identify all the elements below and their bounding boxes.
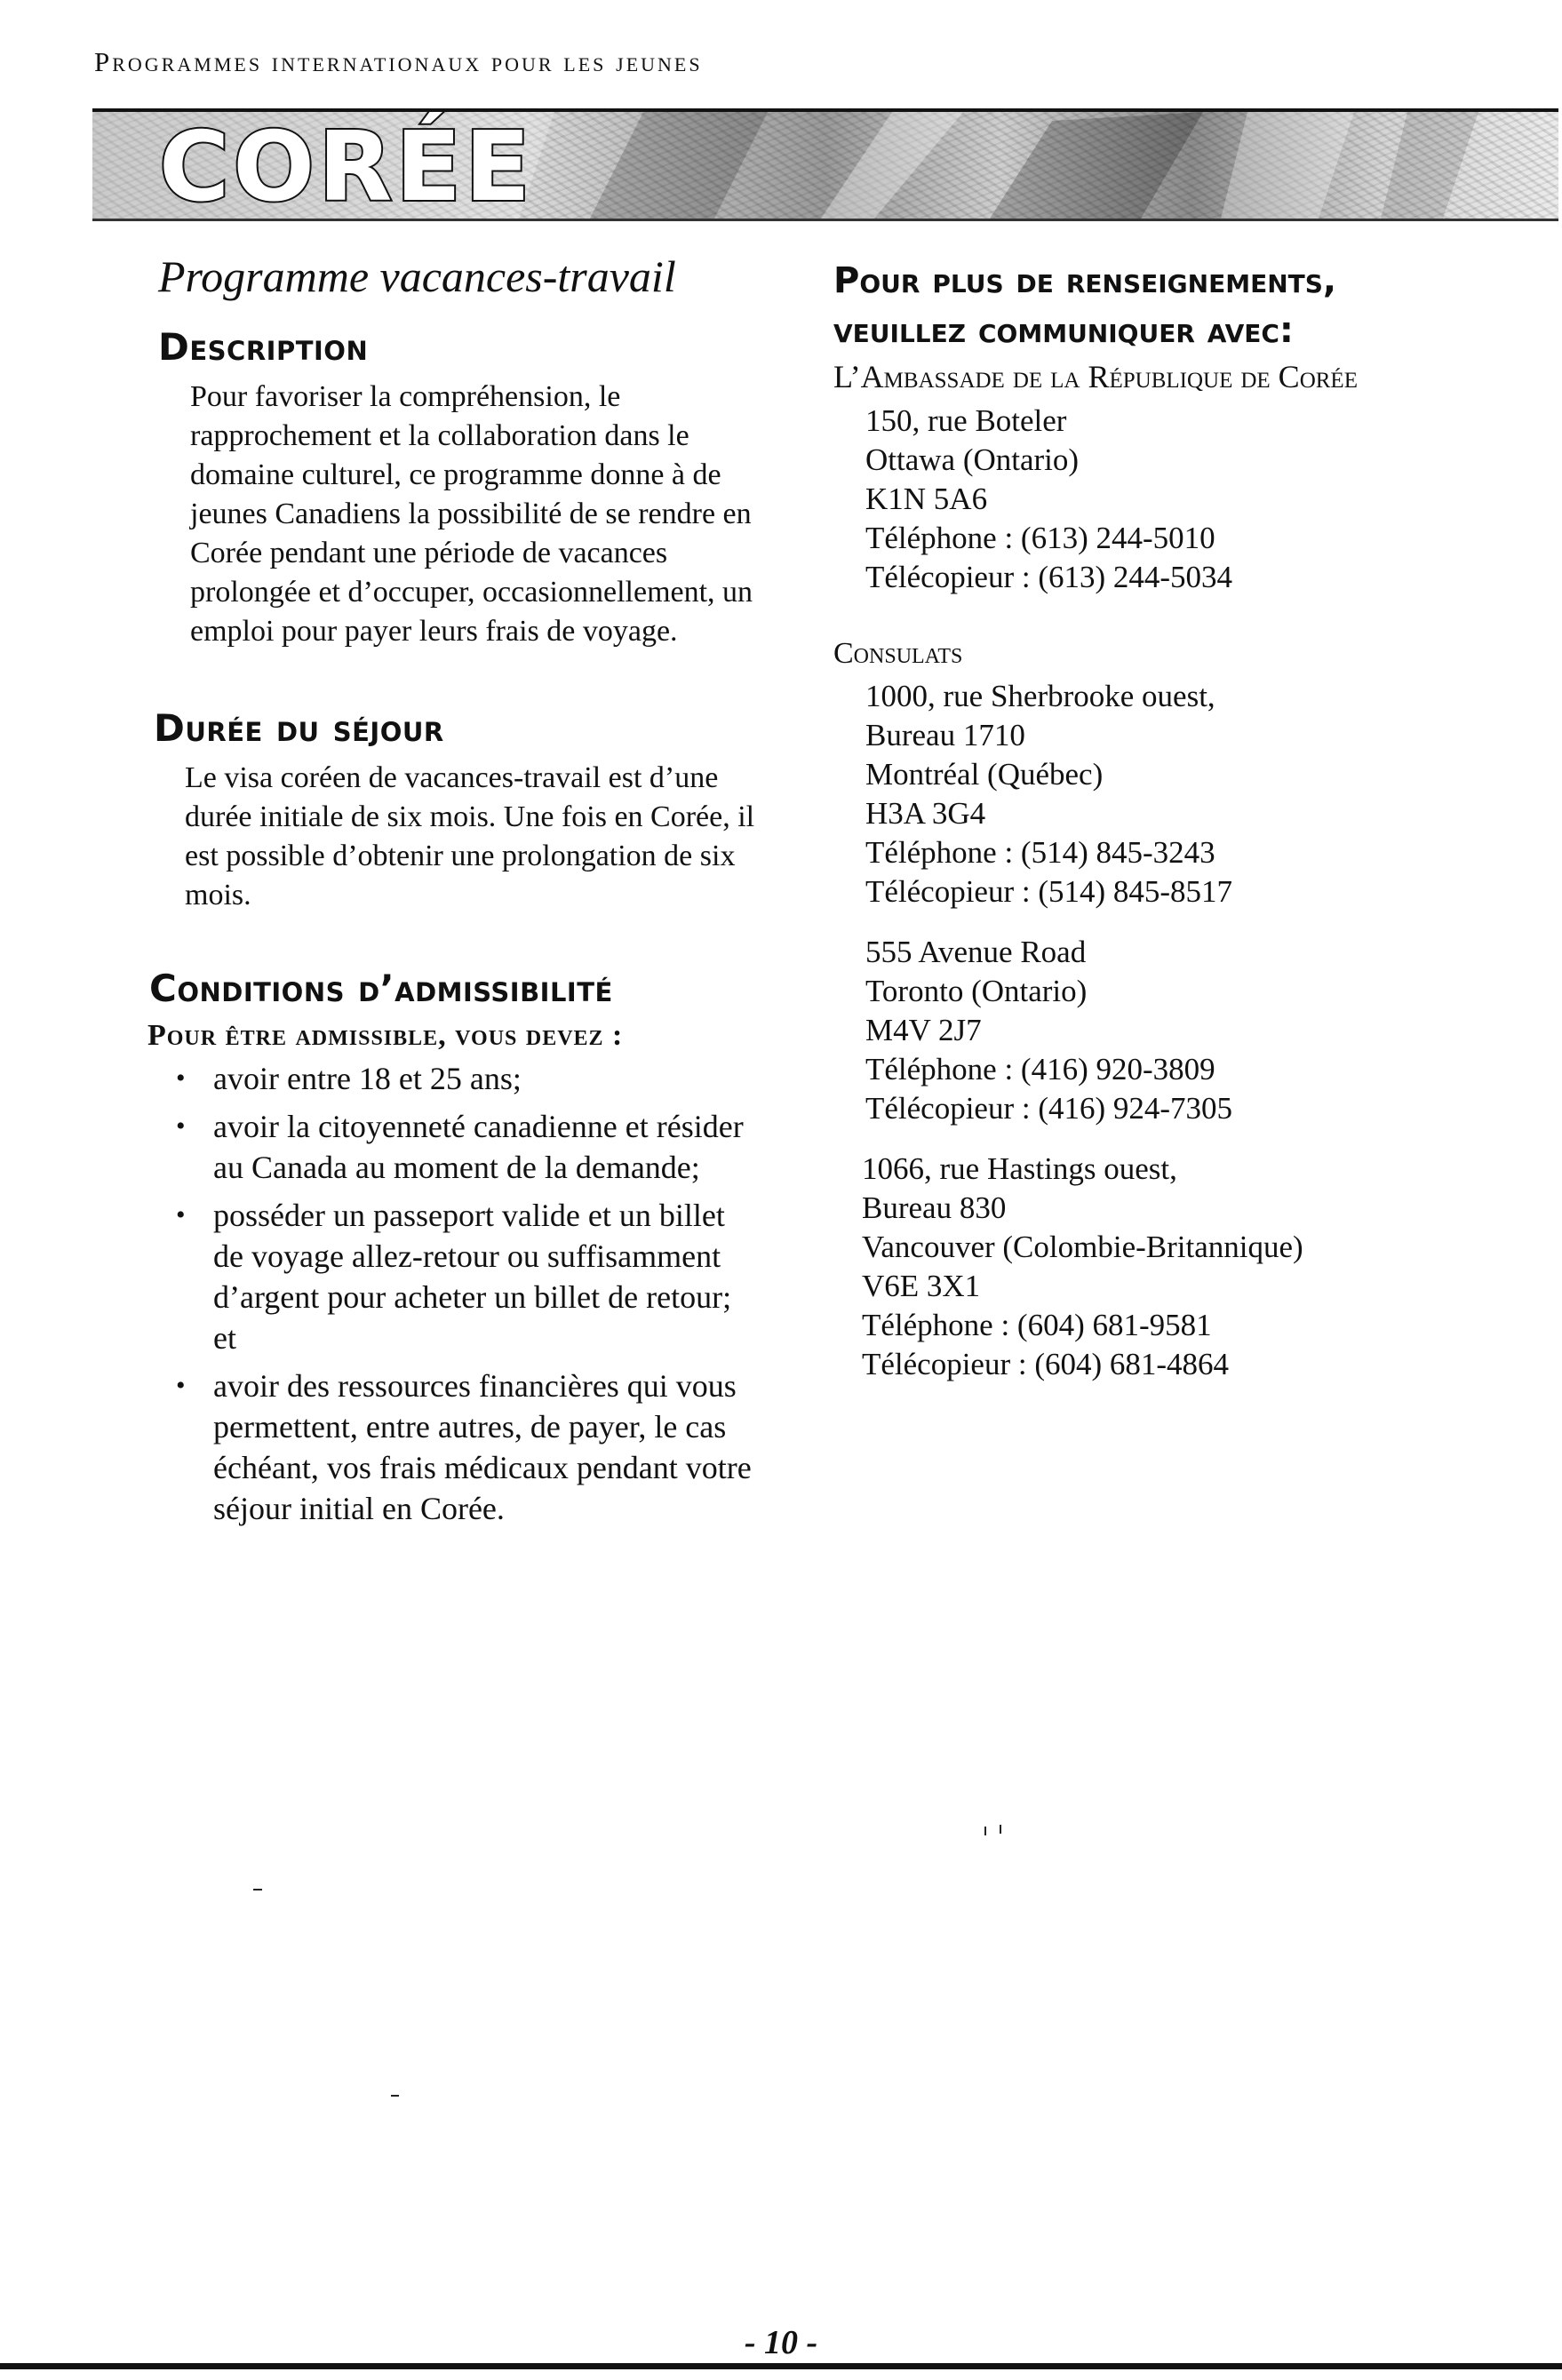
description-text: Pour favoriser la compréhension, le rapprochement et la collaboration dans le domaine culturel, ce programme donne à de jeunes Canadiens la possibilité de se rendre en Corée pendant une période de vacances prolongée et d’occuper, occasionnellement, un emploi pour payer leurs frais de voyage. — [190, 380, 753, 648]
duree-text: Le visa coréen de vacances-travail est d’une durée initiale de six mois. Une fois en Corée, il est possible d’obtenir une prolongation de six mois. — [185, 761, 755, 911]
contact-heading-line1: Pour plus de renseignements, — [833, 260, 1337, 301]
duree-heading: Durée du séjour — [154, 706, 444, 750]
address-line: 1066, rue Hastings ouest, — [862, 1151, 1177, 1186]
running-head: Programmes internationaux pour les jeunes — [94, 46, 703, 77]
list-item-text: avoir des ressources financières qui vous permettent, entre autres, de payer, le cas échéant, vos frais médicaux pendant votre séjour initial en Corée. — [213, 1368, 752, 1526]
phone-line: Téléphone : (604) 681-9581 — [862, 1308, 1212, 1342]
address-line: Toronto (Ontario) — [865, 974, 1088, 1008]
address-line: K1N 5A6 — [865, 482, 988, 516]
contact-heading-line2: veuillez communiquer avec: — [833, 310, 1294, 351]
fax-line: Télécopieur : (613) 244-5034 — [865, 560, 1233, 594]
address-line: Vancouver (Colombie-Britannique) — [862, 1230, 1303, 1264]
list-item — [176, 1365, 762, 1529]
right-column — [833, 258, 1535, 1405]
address-line: Ottawa (Ontario) — [865, 442, 1080, 477]
scan-speck — [1000, 1825, 1001, 1834]
list-item — [176, 1058, 762, 1099]
address-line: V6E 3X1 — [862, 1269, 981, 1303]
fax-line: Télécopieur : (514) 845-8517 — [865, 874, 1233, 909]
consulat-montreal — [865, 677, 1535, 911]
scan-speck — [391, 2095, 399, 2097]
scan-speck — [984, 1827, 986, 1835]
bottom-rule — [0, 2363, 1562, 2369]
phone-line: Téléphone : (514) 845-3243 — [865, 835, 1215, 870]
conditions-heading: Conditions d’admissibilité — [149, 967, 613, 1010]
address-line: 150, rue Boteler — [865, 403, 1067, 438]
list-item-text: avoir entre 18 et 25 ans; — [213, 1061, 522, 1096]
consulat-vancouver — [862, 1150, 1535, 1384]
program-title: Programme vacances-travail — [158, 251, 676, 301]
list-item — [176, 1106, 762, 1188]
list-item-text: avoir la citoyenneté canadienne et résider au Canada au moment de la demande; — [213, 1109, 744, 1185]
bullet-icon: • — [176, 1063, 186, 1093]
banner-title: CORÉE — [159, 112, 534, 221]
left-column — [149, 251, 789, 1536]
embassy-name: L’Ambassade de la République de Corée — [833, 359, 1358, 394]
address-line: 1000, rue Sherbrooke ouest, — [865, 679, 1215, 713]
conditions-subheading: Pour être admissible, vous devez : — [147, 1019, 624, 1052]
address-line: Bureau 830 — [862, 1190, 1007, 1225]
page-number: - 10 - — [744, 2324, 818, 2361]
consulat-toronto — [865, 933, 1535, 1128]
address-line: Montréal (Québec) — [865, 757, 1104, 792]
address-line: 555 Avenue Road — [865, 935, 1087, 969]
bullet-icon: • — [176, 1200, 186, 1230]
consulats-heading: Consulats — [833, 637, 963, 670]
list-item-text: posséder un passeport valide et un billet de voyage allez-retour ou suffisamment d’argent pour acheter un billet de retour; et — [213, 1198, 732, 1356]
bullet-icon: • — [176, 1111, 186, 1141]
address-line: M4V 2J7 — [865, 1013, 982, 1047]
address-line: Bureau 1710 — [865, 718, 1025, 752]
list-item — [176, 1195, 762, 1358]
description-heading: Description — [158, 325, 369, 369]
bullet-icon: • — [176, 1371, 186, 1400]
embassy-address — [865, 402, 1535, 597]
scan-speck — [253, 1889, 262, 1890]
conditions-list — [176, 1058, 762, 1529]
country-banner — [92, 108, 1558, 221]
phone-line: Téléphone : (416) 920-3809 — [865, 1052, 1215, 1087]
phone-line: Téléphone : (613) 244-5010 — [865, 521, 1215, 555]
fax-line: Télécopieur : (416) 924-7305 — [865, 1091, 1233, 1126]
address-line: H3A 3G4 — [865, 796, 986, 831]
fax-line: Télécopieur : (604) 681-4864 — [862, 1347, 1230, 1381]
